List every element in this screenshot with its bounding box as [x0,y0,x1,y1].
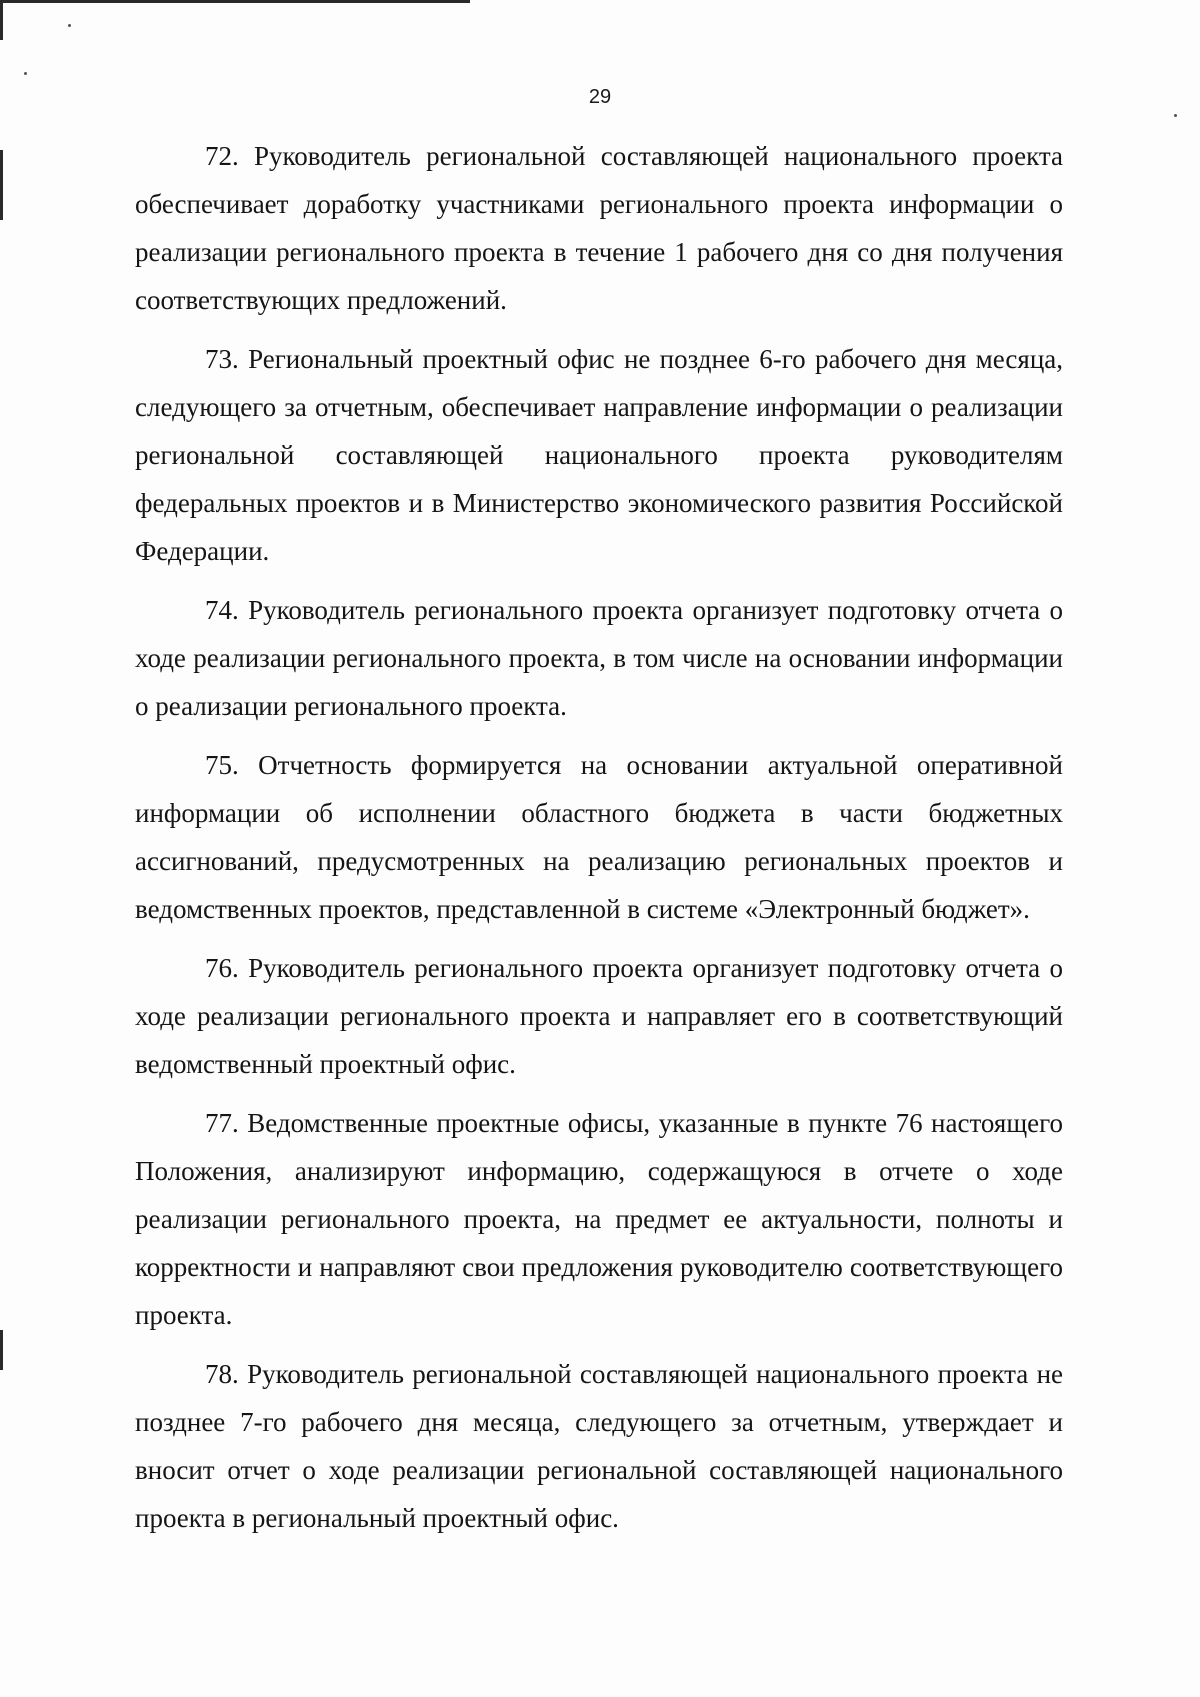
paragraph-text: Ведомственные проектные офисы, указанные в пункте 76 настоящего Положения, анализируют информацию, содержащуюся в отчете о ходе реализации регионального проекта, на предмет ее актуальности, полноты и корректности и направляют свои предложения руководителю соответствующего проекта. [135,1108,1063,1330]
paragraph-text: Руководитель регионального проекта организует подготовку отчета о ходе реализации регионального проекта, в том числе на основании информации о реализации регионального проекта. [135,595,1063,721]
paragraph-73 [135,335,1063,575]
document-body [135,132,1063,1553]
paragraph-75 [135,741,1063,933]
paragraph-text: Региональный проектный офис не позднее 6-го рабочего дня месяца, следующего за отчетным, обеспечивает направление информации о реализации региональной составляющей национального проекта руководителям федеральных проектов и в Министерство экономического развития Российской Федерации. [135,344,1064,566]
paragraph-number: 75. [205,750,239,780]
paragraph-77 [135,1099,1063,1339]
scan-edge-mark [0,150,3,220]
scan-edge-mark [0,1330,3,1370]
scan-speck [24,72,27,75]
paragraph-number: 76. [205,953,239,983]
paragraph-text: Отчетность формируется на основании актуальной оперативной информации об исполнении областного бюджета в части бюджетных ассигнований, предусмотренных на реализацию региональных проектов и ведомственных проектов, представленной в системе «Электронный бюджет». [135,750,1064,924]
paragraph-text: Руководитель регионального проекта организует подготовку отчета о ходе реализации регионального проекта и направляет его в соответствующий ведомственный проектный офис. [135,953,1063,1079]
scan-speck [68,24,71,27]
paragraph-text: Руководитель региональной составляющей национального проекта не позднее 7-го рабочего дня месяца, следующего за отчетным, утверждает и вносит отчет о ходе реализации региональной составляющей национального проекта в региональный проектный офис. [135,1359,1064,1533]
paragraph-78 [135,1350,1063,1542]
paragraph-number: 72. [205,141,239,171]
scan-edge-mark [0,0,3,40]
paragraph-72 [135,132,1063,324]
paragraph-74 [135,586,1063,730]
paragraph-number: 74. [205,595,239,625]
paragraph-number: 78. [205,1359,239,1389]
scan-speck [1174,114,1177,117]
paragraph-76 [135,944,1063,1088]
paragraph-number: 77. [205,1108,239,1138]
paragraph-text: Руководитель региональной составляющей национального проекта обеспечивает доработку участниками регионального проекта информации о реализации регионального проекта в течение 1 рабочего дня со дня получения соответствующих предложений. [135,141,1063,315]
page-number: 29 [588,86,612,108]
paragraph-number: 73. [205,344,239,374]
scan-edge-line [0,0,470,3]
